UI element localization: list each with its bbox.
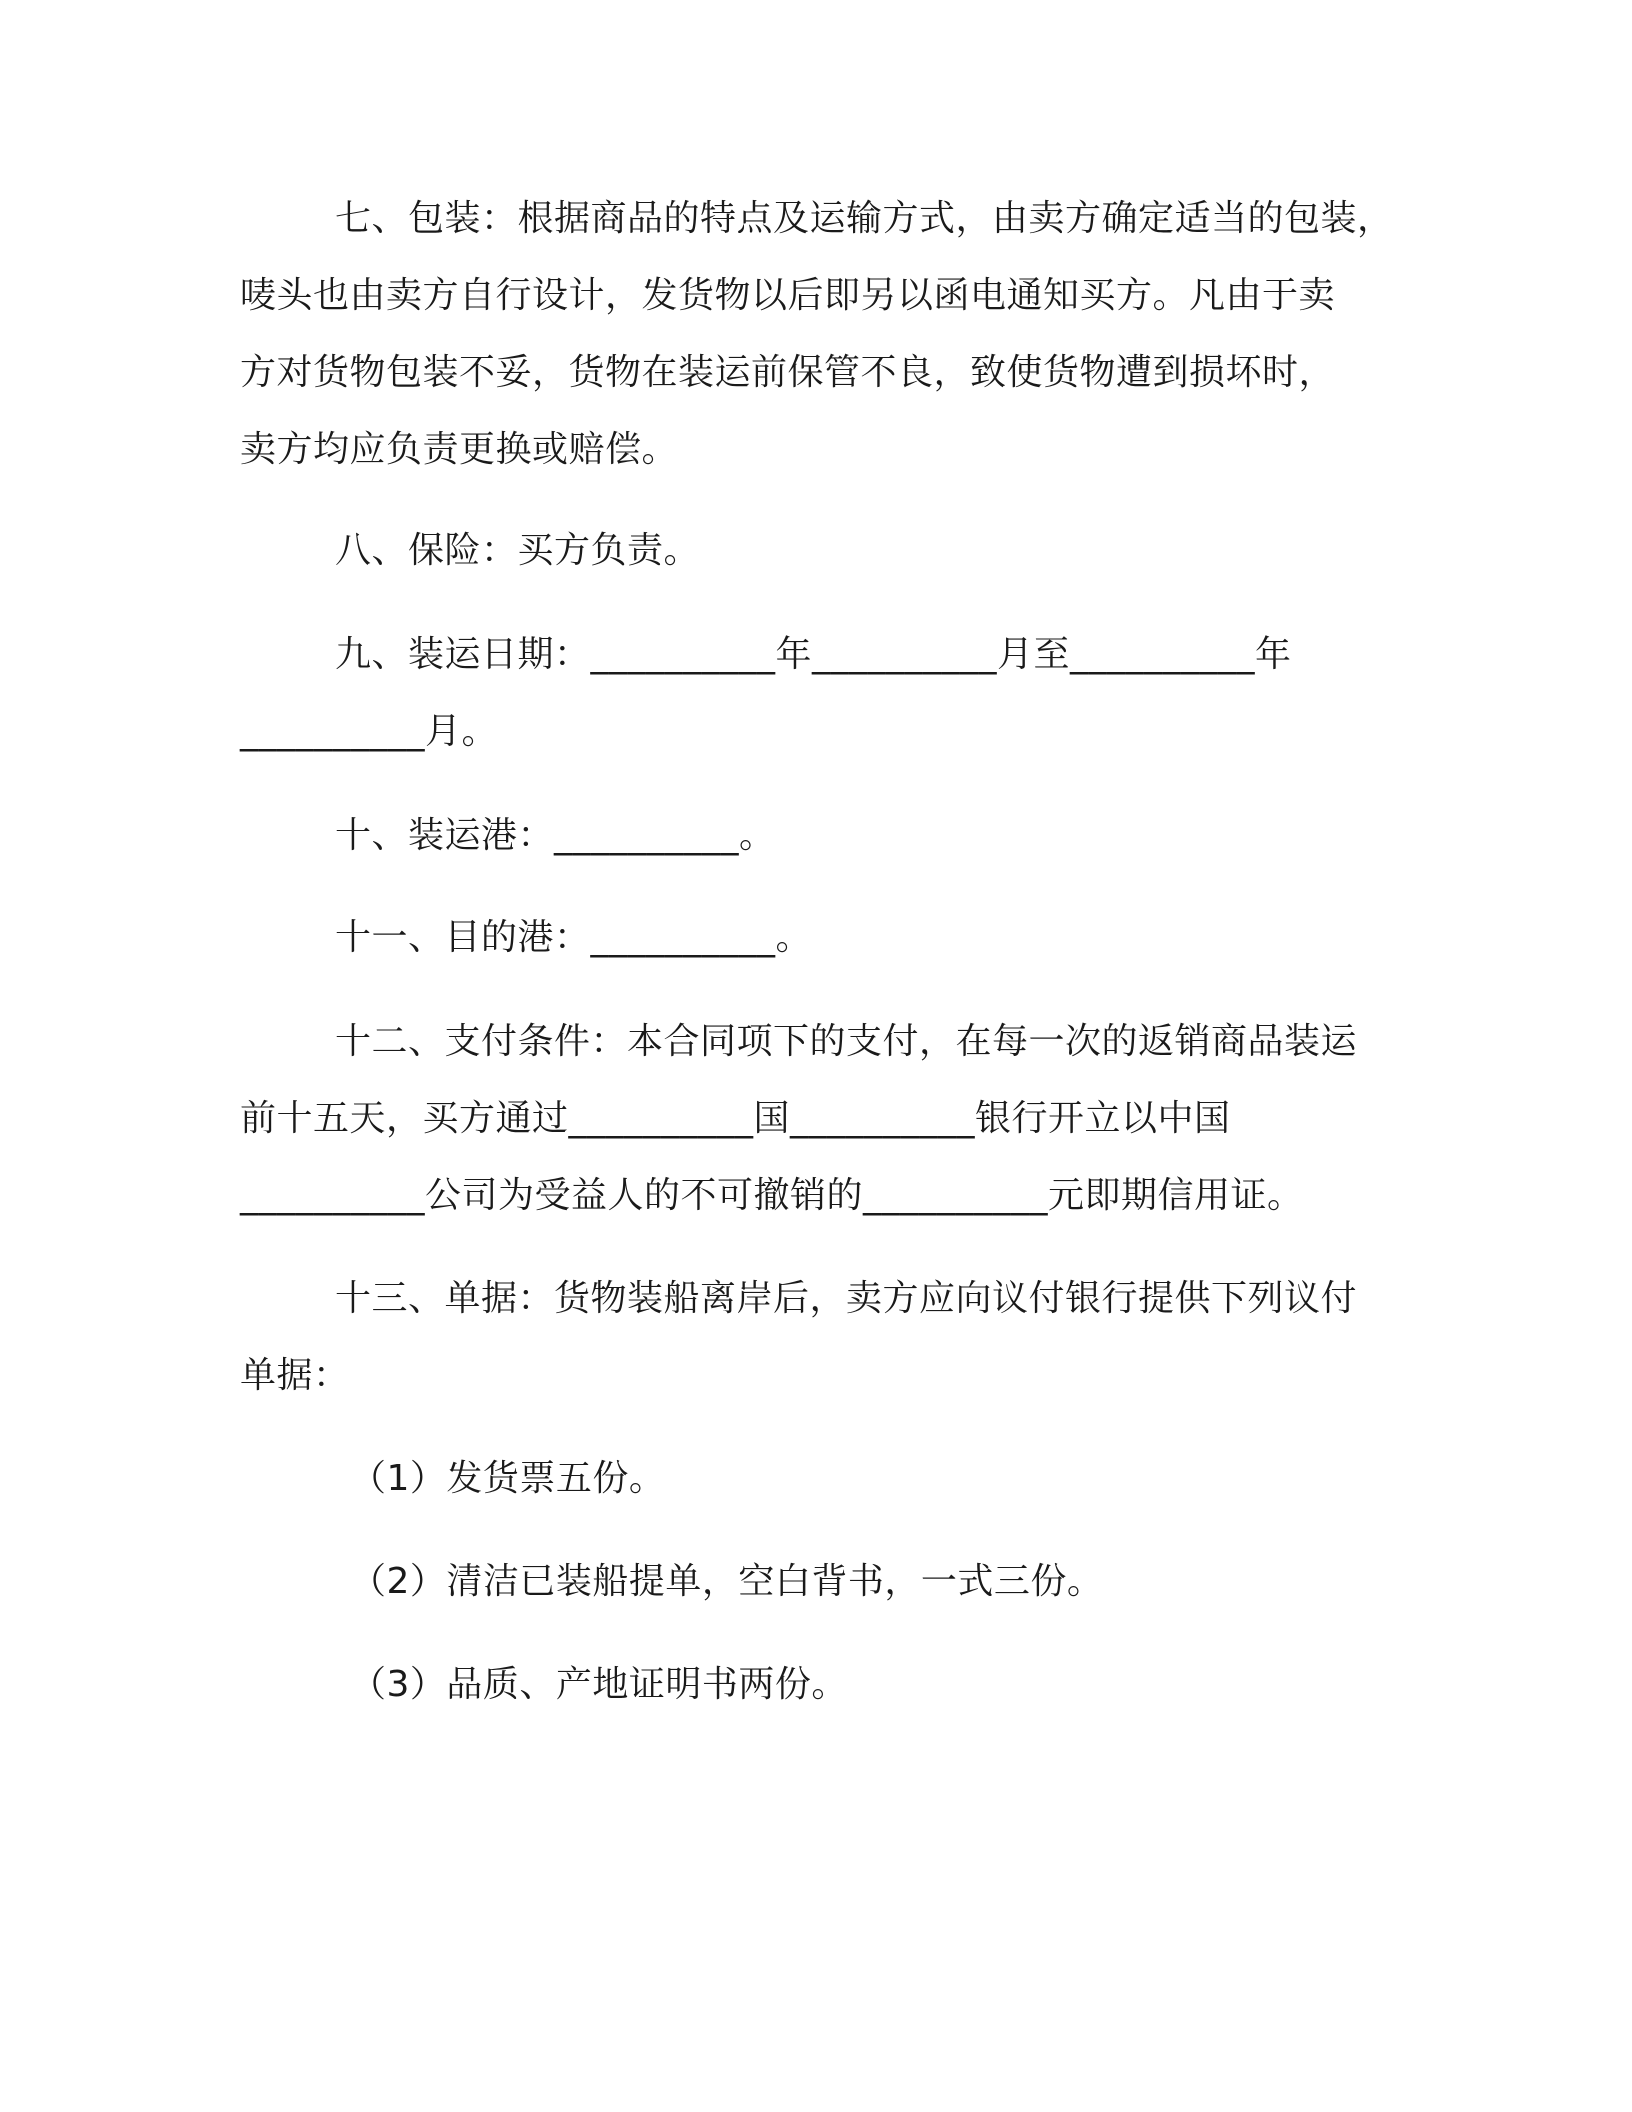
packaging-line-2: 唛头也由卖方自行设计，发货物以后即另以函电通知买方。凡由于卖 — [240, 275, 1336, 316]
payment-line-2: 前十五天，买方通过__________国__________银行开立以中国 — [240, 1098, 1231, 1139]
payment-line-1: 十二、支付条件：本合同项下的支付，在每一次的返销商品装运 — [335, 1021, 1358, 1062]
documents-item-1: （1）发货票五份。 — [350, 1458, 666, 1499]
shipment-date-line-2: __________月。 — [240, 711, 499, 752]
documents-line-2: 单据： — [240, 1355, 350, 1396]
packaging-line-1: 七、包装：根据商品的特点及运输方式，由卖方确定适当的包装， — [335, 198, 1394, 239]
insurance-line: 八、保险：买方负责。 — [335, 530, 701, 571]
port-of-loading-line: 十、装运港：__________。 — [335, 815, 776, 856]
packaging-line-4: 卖方均应负责更换或赔偿。 — [240, 429, 679, 470]
packaging-line-3: 方对货物包装不妥，货物在装运前保管不良，致使货物遭到损坏时， — [240, 352, 1336, 393]
payment-line-3: __________公司为受益人的不可撤销的__________元即期信用证。 — [240, 1175, 1304, 1216]
documents-line-1: 十三、单据：货物装船离岸后，卖方应向议付银行提供下列议付 — [335, 1278, 1358, 1319]
documents-item-2: （2）清洁已装船提单，空白背书，一式三份。 — [350, 1561, 1104, 1602]
shipment-date-line-1: 九、装运日期：__________年__________月至__________年 — [335, 634, 1292, 675]
documents-item-3: （3）品质、产地证明书两份。 — [350, 1664, 848, 1705]
port-of-destination-line: 十一、目的港：__________。 — [335, 917, 813, 958]
